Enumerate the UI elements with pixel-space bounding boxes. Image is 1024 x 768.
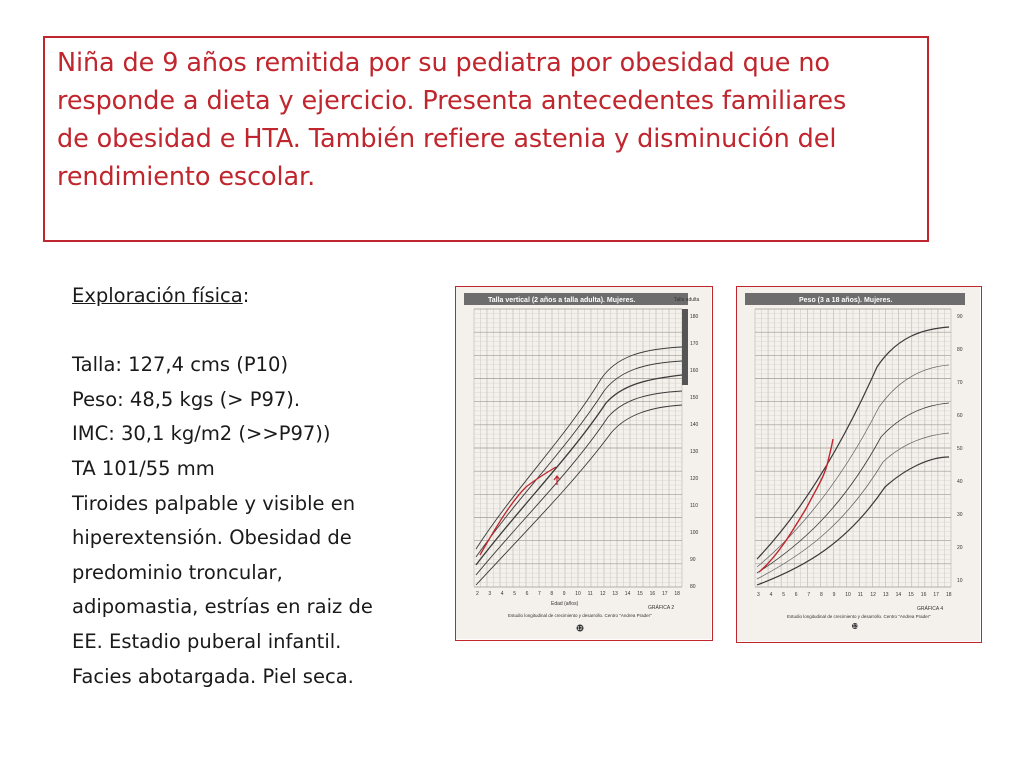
- graph-label: GRÁFICA 4: [917, 606, 944, 612]
- x-tick-label: 15: [908, 592, 914, 598]
- x-tick-label: 3: [757, 592, 760, 598]
- x-tick-label: 12: [870, 592, 876, 598]
- y-tick-label: 100: [690, 530, 699, 536]
- x-tick-label: 6: [794, 592, 798, 598]
- physical-exam-section: [72, 279, 437, 694]
- x-tick-label: 3: [488, 591, 492, 597]
- x-tick-label: 6: [525, 591, 529, 597]
- x-tick-label: 18: [946, 592, 952, 598]
- exam-item: EE. Estadio puberal infantil.: [72, 629, 342, 653]
- case-line: Niña de 9 años remitida por su pediatra por obesidad que no: [57, 48, 830, 78]
- x-tick-label: 8: [550, 591, 554, 597]
- weight-growth-chart: [736, 286, 982, 643]
- x-tick-label: 17: [933, 592, 939, 598]
- page-number: 13: [852, 624, 859, 630]
- case-summary-box: [43, 36, 929, 242]
- exam-item: predominio troncular,: [72, 560, 283, 584]
- x-tick-label: 7: [807, 592, 811, 598]
- graph-label: GRÁFICA 2: [648, 605, 675, 611]
- chart-footer: Estudio longitudinal de crecimiento y desarrollo. Centro "Andrea Prader": [787, 614, 931, 619]
- y-tick-label: 60: [957, 413, 963, 419]
- x-tick-label: 9: [832, 592, 836, 598]
- exam-item: Talla: 127,4 cms (P10): [72, 353, 289, 377]
- y-tick-label: 90: [690, 557, 696, 563]
- exam-item: TA 101/55 mm: [72, 456, 215, 480]
- x-axis-label: Edad (años): [551, 601, 579, 607]
- y-tick-label: 40: [957, 479, 963, 485]
- height-growth-chart-svg: [456, 287, 711, 639]
- adult-height-band: [682, 309, 688, 385]
- chart-footer: Estudio longitudinal de crecimiento y desarrollo. Centro "Andrea Prader": [508, 613, 652, 618]
- y-tick-label: 80: [957, 347, 963, 353]
- x-tick-label: 14: [895, 592, 902, 598]
- y-tick-label: 150: [690, 395, 699, 401]
- x-tick-label: 12: [600, 591, 606, 597]
- y-tick-label: 70: [957, 380, 963, 386]
- physical-exam-heading: Exploración física:: [72, 284, 250, 307]
- y-tick-label: 140: [690, 422, 699, 428]
- x-tick-label: 18: [674, 591, 680, 597]
- exam-item: Peso: 48,5 kgs (> P97).: [72, 387, 301, 411]
- y-tick-label: 50: [957, 446, 963, 452]
- exam-item: Facies abotargada. Piel seca.: [72, 664, 354, 688]
- y-tick-label: 110: [690, 503, 698, 509]
- y-tick-label: 120: [690, 476, 699, 482]
- case-line: de obesidad e HTA. También refiere astenia y disminución del: [57, 124, 837, 154]
- y-tick-label: 30: [957, 512, 963, 518]
- y-tick-label: 20: [957, 545, 963, 551]
- x-tick-label: 10: [845, 592, 851, 598]
- x-tick-label: 13: [883, 592, 889, 598]
- chart-title: Peso (3 a 18 años). Mujeres.: [799, 297, 893, 304]
- exam-item: adipomastia, estrías en raiz de: [72, 595, 373, 619]
- weight-growth-chart-svg: [737, 287, 980, 641]
- page-number: 12: [577, 626, 583, 632]
- x-tick-label: 16: [649, 591, 656, 597]
- chart-title: Talla vertical (2 años a talla adulta). Mujeres.: [488, 297, 636, 304]
- y-tick-label: 90: [957, 314, 963, 320]
- x-tick-label: 9: [562, 591, 566, 597]
- x-tick-label: 5: [782, 592, 785, 598]
- x-tick-label: 8: [820, 592, 823, 598]
- x-tick-label: 11: [857, 592, 864, 598]
- height-growth-chart: [455, 286, 713, 641]
- x-tick-label: 5: [513, 591, 516, 597]
- x-tick-label: 4: [769, 592, 773, 598]
- exam-item: IMC: 30,1 kg/m2 (>>P97)): [72, 422, 331, 446]
- x-tick-label: 10: [575, 591, 581, 597]
- y-tick-label: 170: [690, 341, 699, 347]
- exam-item: hiperextensión. Obesidad de: [72, 526, 352, 550]
- case-line: rendimiento escolar.: [57, 162, 316, 192]
- y-tick-label: 180: [690, 314, 699, 320]
- x-tick-label: 2: [476, 591, 479, 597]
- y-tick-label: 80: [690, 584, 696, 590]
- x-tick-label: 17: [662, 591, 668, 597]
- right-header: Talla adulta: [674, 297, 700, 303]
- y-tick-label: 10: [957, 578, 963, 584]
- y-tick-label: 160: [690, 368, 699, 374]
- x-tick-label: 15: [637, 591, 643, 597]
- chart-grid: [755, 309, 951, 587]
- x-tick-label: 14: [624, 591, 631, 597]
- x-tick-label: 4: [500, 591, 504, 597]
- y-tick-label: 130: [690, 449, 699, 455]
- x-tick-label: 7: [538, 591, 541, 597]
- case-summary-text: [57, 44, 913, 196]
- exam-item: Tiroides palpable y visible en: [72, 491, 356, 515]
- case-line: responde a dieta y ejercicio. Presenta antecedentes familiares: [57, 86, 847, 116]
- x-tick-label: 13: [612, 591, 618, 597]
- x-tick-label: 16: [920, 592, 927, 598]
- x-tick-label: 11: [587, 591, 593, 597]
